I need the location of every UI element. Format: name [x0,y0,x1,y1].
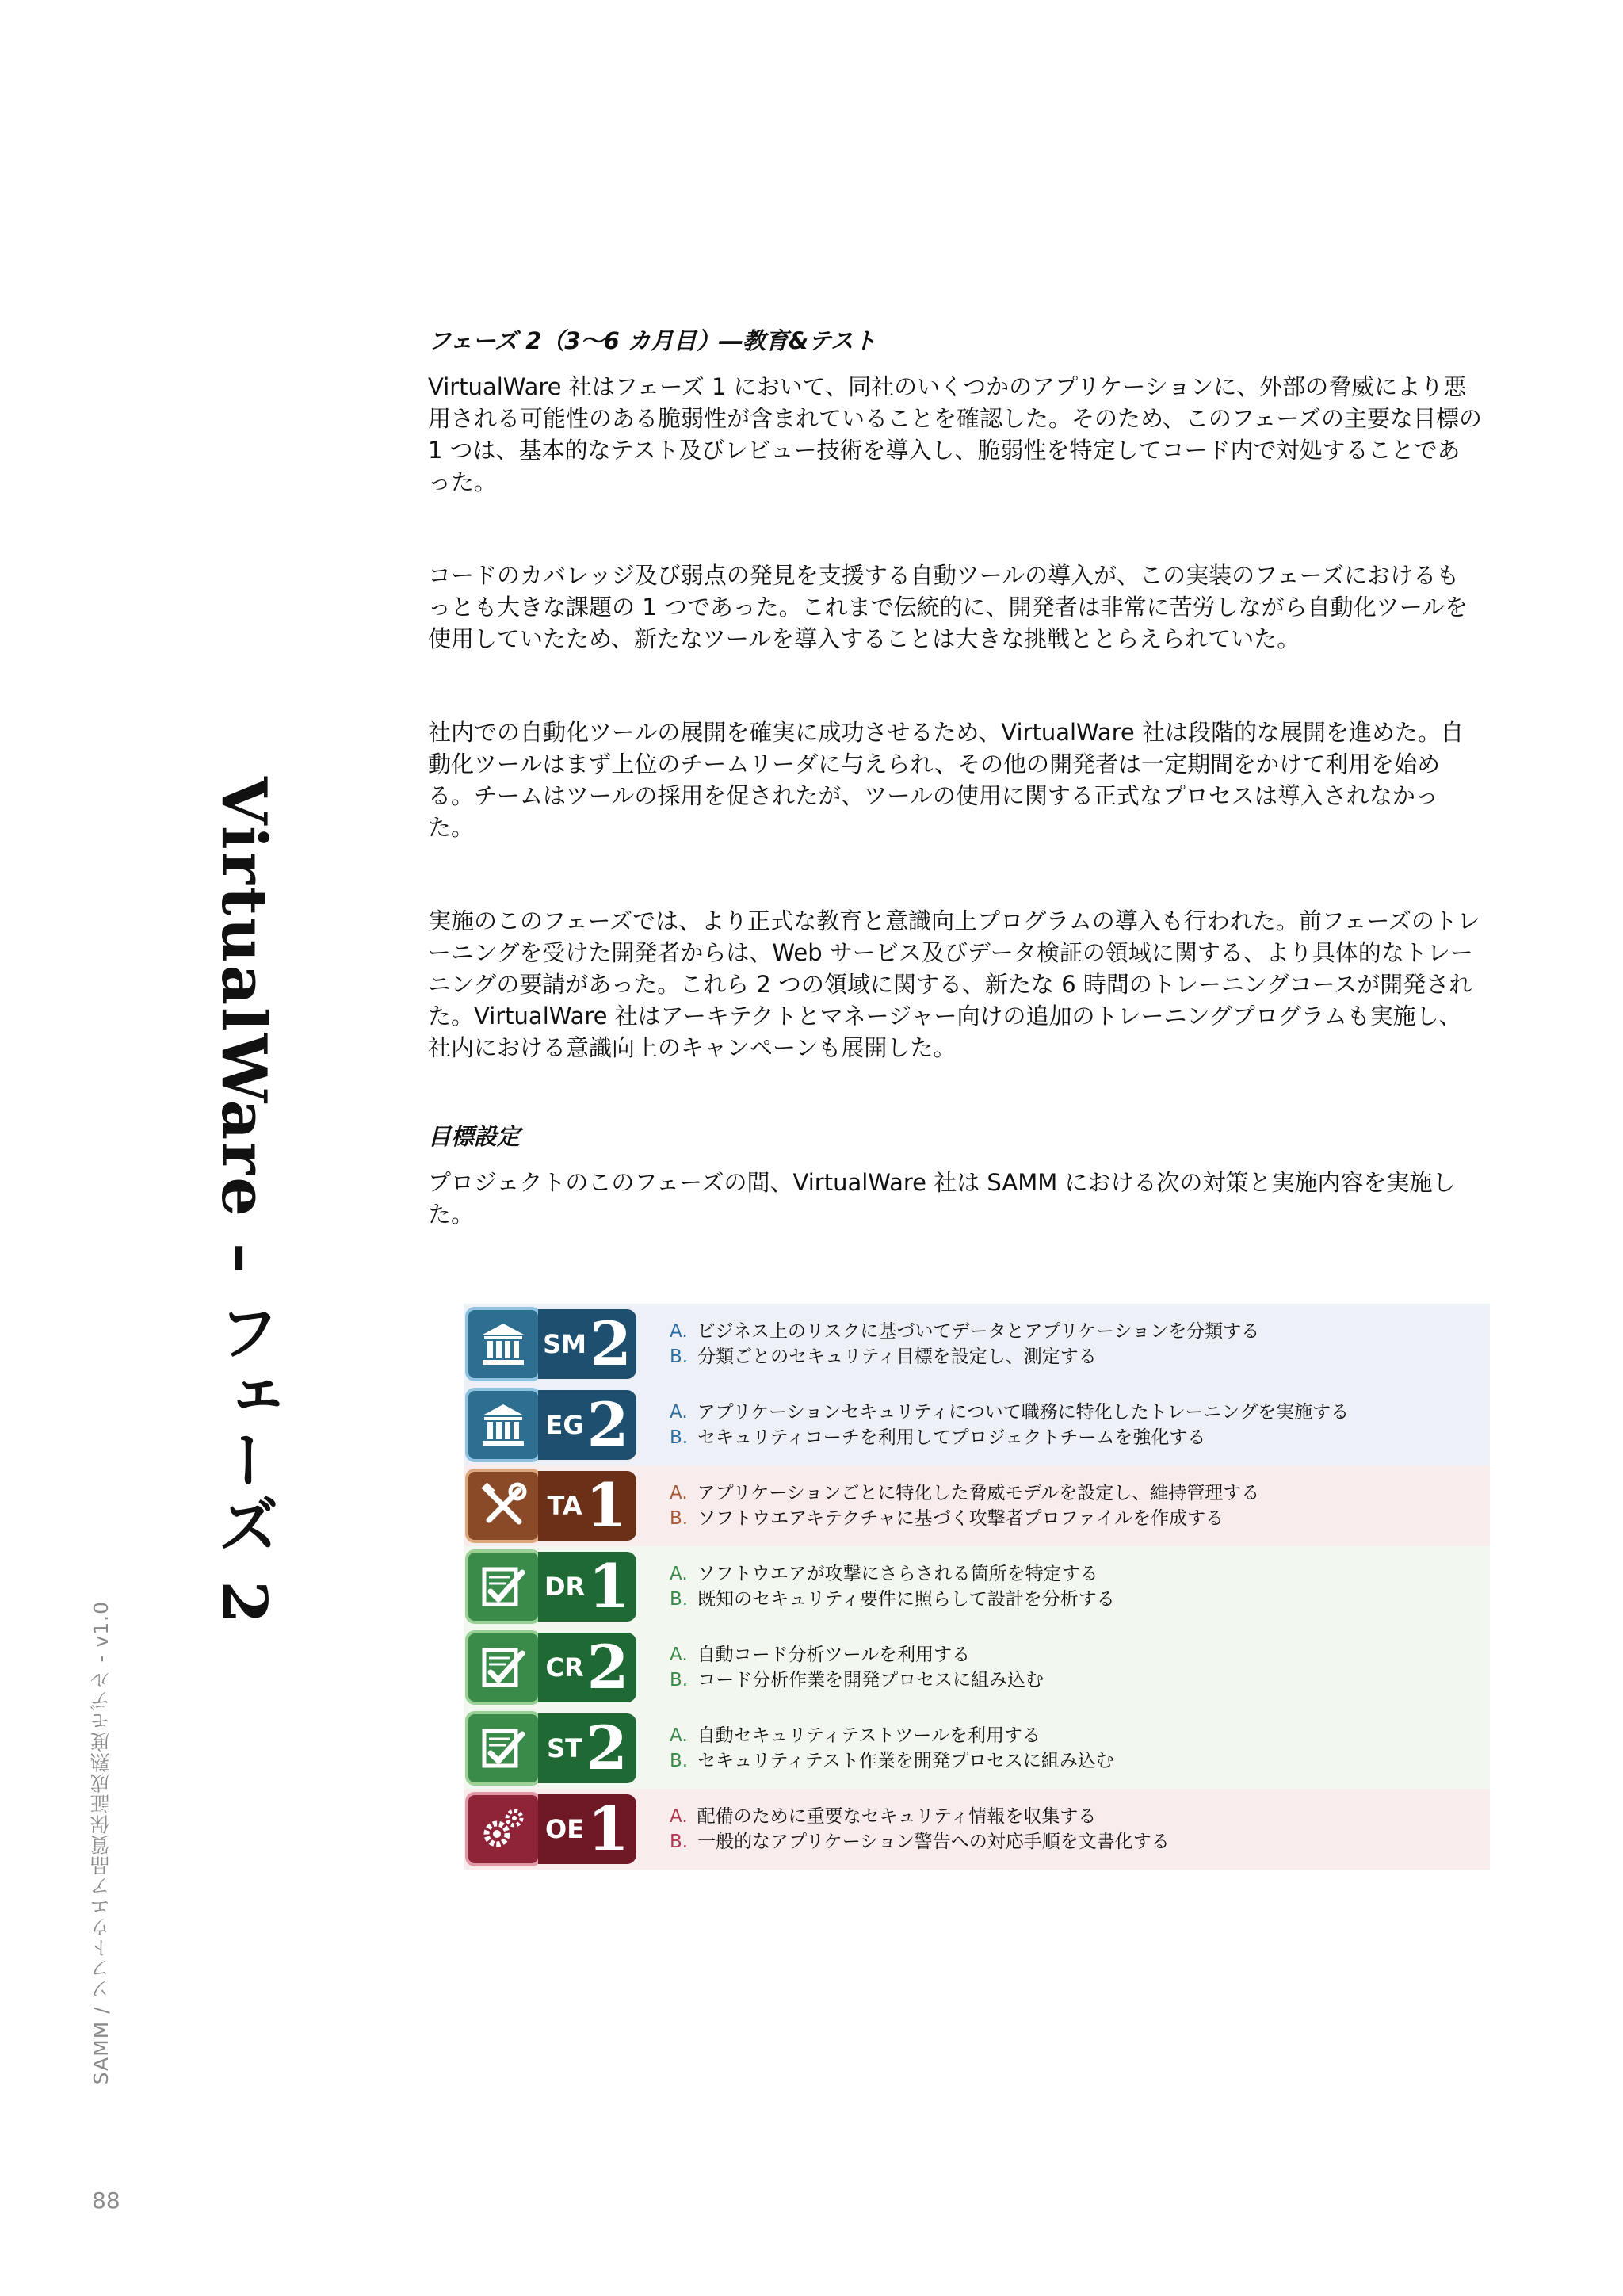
item-letter: B. [670,1508,689,1529]
activity-items [670,1319,1259,1370]
goal-heading: 目標設定 [428,1123,521,1150]
activity-badge [465,1630,636,1705]
activity-row-cr [464,1627,1490,1708]
badge-code [538,1471,636,1541]
activity-badge [465,1711,636,1786]
activity-item-b [670,1829,1170,1855]
activity-item-a [670,1400,1349,1425]
maturity-level: 2 [586,1389,629,1460]
item-letter: B. [670,1427,689,1448]
activity-row-sm [464,1304,1490,1385]
activity-badge [465,1792,636,1866]
item-text: ソフトウエアが攻撃にさらされる箇所を特定する [697,1564,1098,1584]
item-letter: A. [670,1725,688,1746]
paragraph-3: 社内での自動化ツールの展開を確実に成功させるため、VirtualWare 社は段階的な展開を進めた。自動化ツールはまず上位のチームリーダに与えられ、その他の開発者は一定期間をかけて利用を始める。チームはツールの採用を促されたが、ツールの使用に関する正式なプロセスは導入されなかった。 [428,719,1464,841]
checklist-icon [465,1549,541,1624]
practice-code: EG [545,1410,584,1440]
maturity-level: 2 [590,1308,632,1379]
activity-item-a [670,1480,1259,1506]
item-text: ソフトウエアキテクチャに基づく攻撃者プロファイルを作成する [697,1508,1224,1529]
badge-code [538,1552,636,1622]
item-letter: A. [670,1483,688,1503]
activity-item-a [670,1804,1170,1829]
item-letter: B. [670,1347,689,1367]
activity-item-a [670,1642,1044,1668]
practice-code: SM [543,1329,586,1359]
activity-items [670,1400,1349,1450]
item-text: セキュリティテスト作業を開発プロセスに組み込む [697,1751,1114,1771]
phase-heading: フェーズ 2（3〜6 カ月目）―教育&テスト [428,327,876,354]
activity-items [670,1804,1170,1855]
activity-row-st [464,1708,1490,1789]
activity-badge [465,1469,636,1543]
checklist-icon [465,1630,541,1705]
practice-code: TA [547,1491,582,1521]
building-icon [465,1388,541,1462]
activity-item-b [670,1668,1044,1693]
activity-item-a [670,1561,1115,1587]
item-text: アプリケーションごとに特化した脅威モデルを設定し、維持管理する [697,1483,1260,1503]
item-letter: B. [670,1832,689,1852]
item-text: コード分析作業を開発プロセスに組み込む [697,1670,1044,1690]
practice-code: DR [544,1572,586,1602]
item-letter: B. [670,1589,689,1610]
activity-item-a [670,1319,1259,1344]
goal-paragraph: プロジェクトのこのフェーズの間、VirtualWare 社は SAMM における次の対策と実施内容を実施した。 [428,1169,1456,1228]
paragraph-2: コードのカバレッジ及び弱点の発見を支援する自動ツールの導入が、この実装のフェーズにおけるもっとも大きな課題の 1 つであった。これまで伝統的に、開発者は非常に苦労しながら自動化ツールを使用していたため、新たなツールを導入することは大きな挑戦ととらえられていた。 [428,562,1468,652]
checklist-icon [465,1711,541,1786]
item-letter: A. [670,1564,688,1584]
paragraph-1: VirtualWare 社はフェーズ 1 において、同社のいくつかのアプリケーションに、外部の脅威により悪用される可能性のある脆弱性が含まれていることを確認した。そのため、このフェーズの主要な目標の 1 つは、基本的なテスト及びレビュー技術を導入し、脆弱性を特定してコード内で対処することであった。 [428,373,1482,495]
footer-text: SAMM / ソフトウエア品質保証成熟度モデル - v1.0 [90,1601,113,2085]
item-text: セキュリティコーチを利用してプロジェクトチームを強化する [697,1427,1206,1448]
practice-code: ST [547,1733,582,1763]
tools-icon [465,1469,541,1543]
activity-items [670,1561,1115,1612]
badge-code [538,1794,636,1864]
activity-item-b [670,1748,1114,1774]
item-text: ビジネス上のリスクに基づいてデータとアプリケーションを分類する [697,1321,1260,1342]
activity-items [670,1723,1114,1774]
maturity-level: 1 [585,1470,628,1541]
item-letter: B. [670,1670,689,1690]
activity-item-a [670,1723,1114,1748]
activity-row-eg [464,1385,1490,1465]
activity-item-b [670,1506,1259,1531]
maturity-level: 1 [588,1551,631,1622]
item-text: 一般的なアプリケーション警告への対応手順を文書化する [697,1832,1170,1852]
badge-code [538,1309,636,1379]
activity-items [670,1642,1044,1693]
item-letter: A. [670,1402,688,1423]
item-text: 自動セキュリティテストツールを利用する [697,1725,1041,1746]
main-content [428,325,1482,1230]
activity-badge [465,1307,636,1381]
activity-table [464,1304,1490,1870]
building-icon [465,1307,541,1381]
page-number: 88 [92,2187,120,2214]
paragraph-4: 実施のこのフェーズでは、より正式な教育と意識向上プログラムの導入も行われた。前フェーズのトレーニングを受けた開発者からは、Web サービス及びデータ検証の領域に関する、より具体的なトレーニングの要請があった。これら 2 つの領域に関する、新たな 6 時間のトレーニングコースが開発された。VirtualWare 社はアーキテクトとマネージャー向けの追加のトレーニングプログラムも実施し、社内における意識向上のキャンペーンも展開した。 [428,907,1480,1061]
activity-row-oe [464,1789,1490,1870]
maturity-level: 2 [585,1713,628,1783]
item-text: 分類ごとのセキュリティ目標を設定し、測定する [697,1347,1097,1367]
item-text: アプリケーションセキュリティについて職務に特化したトレーニングを実施する [697,1402,1350,1423]
badge-code [538,1633,636,1702]
maturity-level: 1 [587,1794,629,1864]
activity-item-b [670,1344,1259,1370]
vertical-page-title: VirtualWare – フェーズ 2 [208,777,280,1626]
item-letter: B. [670,1751,689,1771]
practice-code: CR [545,1652,584,1683]
badge-code [538,1713,636,1783]
item-text: 既知のセキュリティ要件に照らして設計を分析する [697,1589,1115,1610]
item-letter: A. [670,1806,688,1827]
item-letter: A. [670,1645,688,1665]
badge-code [538,1390,636,1460]
item-text: 自動コード分析ツールを利用する [697,1645,971,1665]
gears-icon [465,1792,541,1866]
activity-row-dr [464,1546,1490,1627]
item-letter: A. [670,1321,688,1342]
activity-item-b [670,1587,1115,1612]
activity-row-ta [464,1465,1490,1546]
item-text: 配備のために重要なセキュリティ情報を収集する [697,1806,1097,1827]
maturity-level: 2 [586,1632,629,1702]
activity-item-b [670,1425,1349,1450]
practice-code: OE [545,1814,585,1844]
activity-badge [465,1549,636,1624]
activity-items [670,1480,1259,1531]
activity-badge [465,1388,636,1462]
